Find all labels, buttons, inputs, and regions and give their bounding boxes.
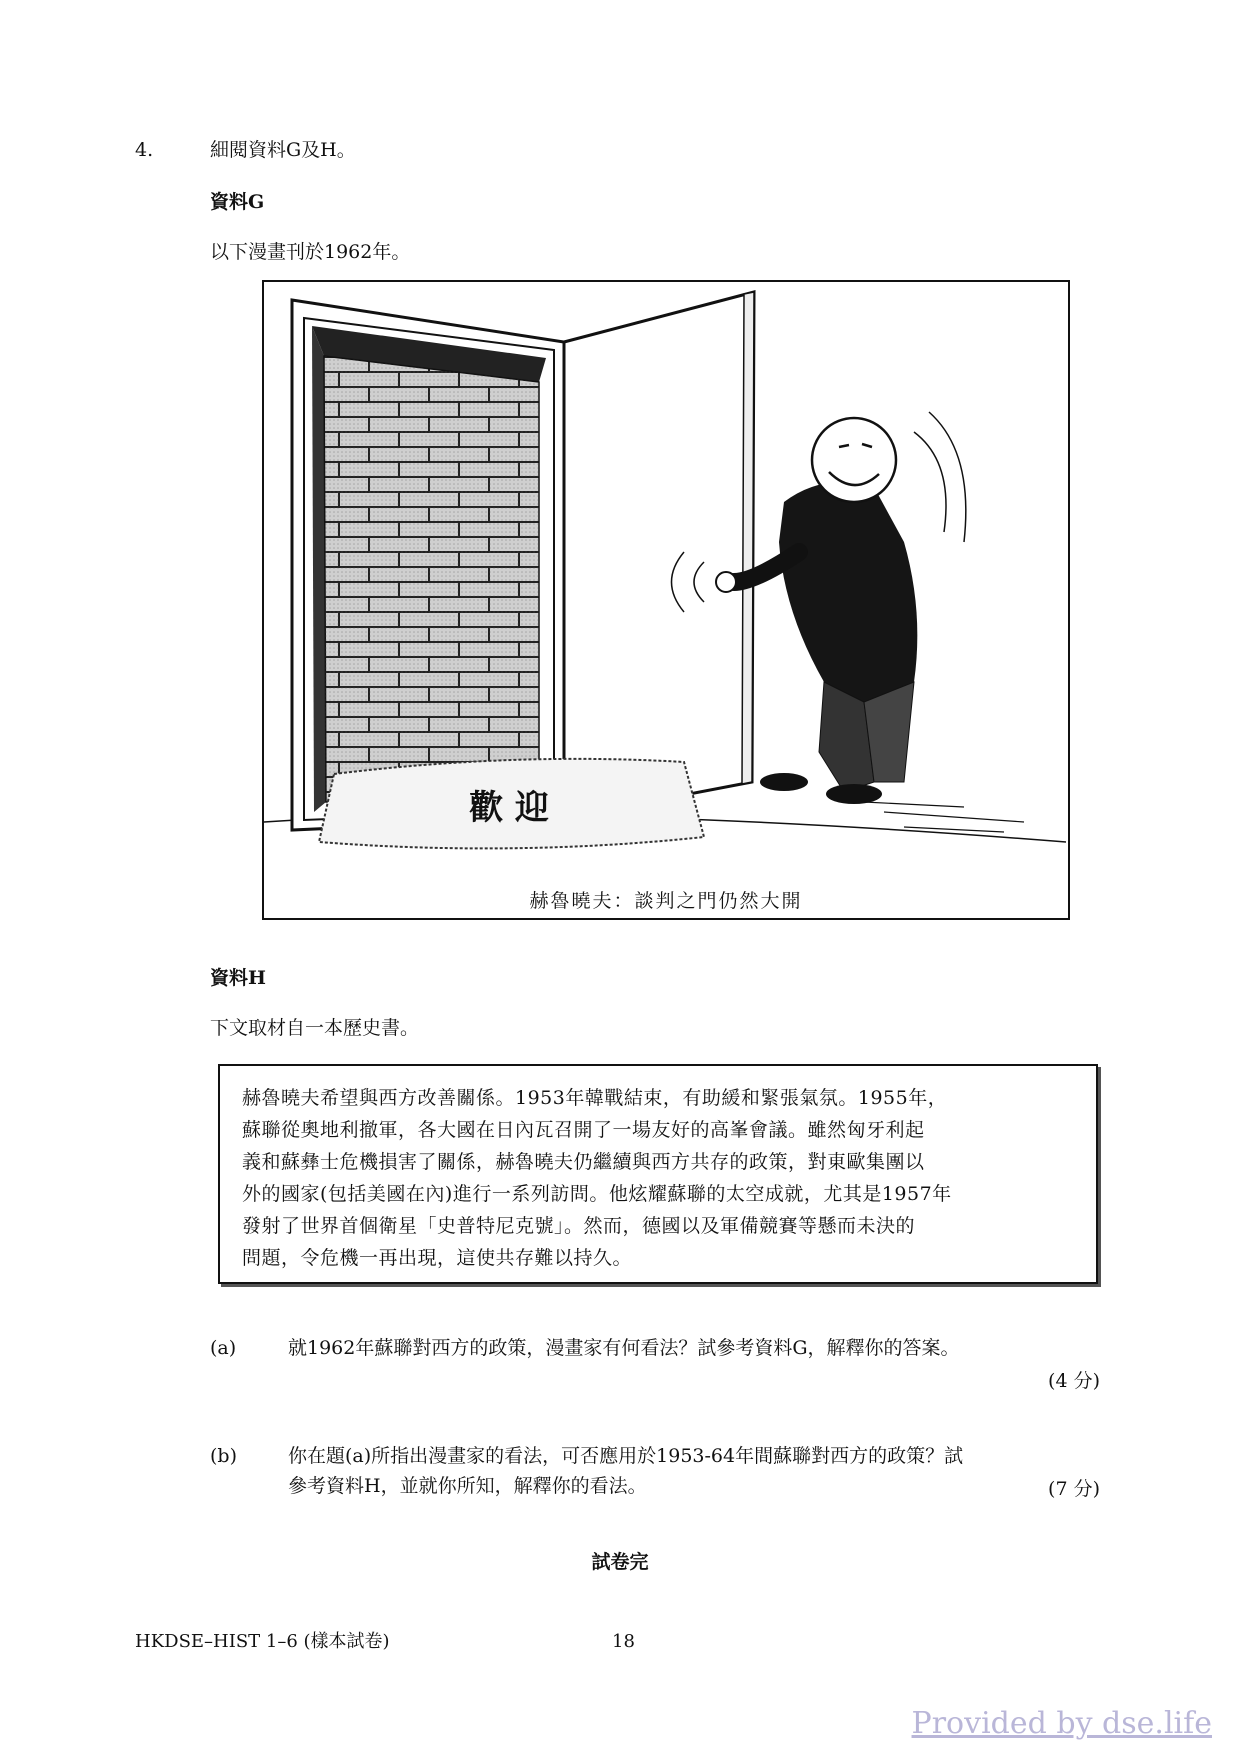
source-h-line: 義和蘇彝士危機損害了關係，赫魯曉夫仍繼續與西方共存的政策，對東歐集團以: [242, 1151, 925, 1173]
watermark-link[interactable]: Provided by dse.life: [911, 1706, 1212, 1741]
part-b-marks: (7 分): [1048, 1478, 1100, 1500]
source-h-line: 問題，令危機一再出現，這使共存難以持久。: [242, 1247, 633, 1269]
cartoon-frame: [262, 280, 1070, 920]
footer-code: HKDSE–HIST 1–6 (樣本試卷): [135, 1631, 390, 1652]
source-h-intro: 下文取材自一本歷史書。: [210, 1017, 420, 1039]
source-h-line: 蘇聯從奧地利撤軍，各大國在日內瓦召開了一場友好的高峯會議。雖然匈牙利起: [242, 1119, 925, 1141]
end-of-paper: 試卷完: [591, 1551, 649, 1573]
cartoon-khrushchev-door-icon: [264, 282, 1068, 918]
part-b-line2: 參考資料H，並就你所知，解釋你的看法。: [288, 1475, 647, 1497]
part-a-label: (a): [210, 1337, 237, 1359]
source-g-heading: 資料G: [210, 191, 265, 213]
source-h-heading: 資料H: [210, 967, 266, 989]
question-number: 4.: [135, 139, 154, 161]
source-h-line: 外的國家(包括美國在內)進行一系列訪問。他炫耀蘇聯的太空成就，尤其是1957年: [242, 1183, 952, 1205]
source-g-intro: 以下漫畫刊於1962年。: [210, 241, 411, 263]
mat-text: 歡 迎: [469, 788, 549, 828]
source-h-line: 赫魯曉夫希望與西方改善關係。1953年韓戰結束，有助緩和緊張氣氛。1955年，: [242, 1087, 948, 1109]
part-b-line1: 你在題(a)所指出漫畫家的看法，可否應用於1953-64年間蘇聯對西方的政策？試: [288, 1445, 964, 1467]
cartoon-caption: 赫魯曉夫：談判之門仍然大開: [529, 890, 803, 912]
part-a-marks: (4 分): [1048, 1370, 1100, 1392]
part-a-text: 就1962年蘇聯對西方的政策，漫畫家有何看法？試參考資料G，解釋你的答案。: [288, 1337, 960, 1359]
source-h-box: [218, 1064, 1098, 1284]
part-b-label: (b): [210, 1445, 237, 1467]
question-instruction: 細閱資料G及H。: [210, 139, 356, 161]
page-number: 18: [612, 1631, 635, 1652]
source-h-line: 發射了世界首個衛星「史普特尼克號」。然而，德國以及軍備競賽等懸而未決的: [242, 1215, 916, 1237]
